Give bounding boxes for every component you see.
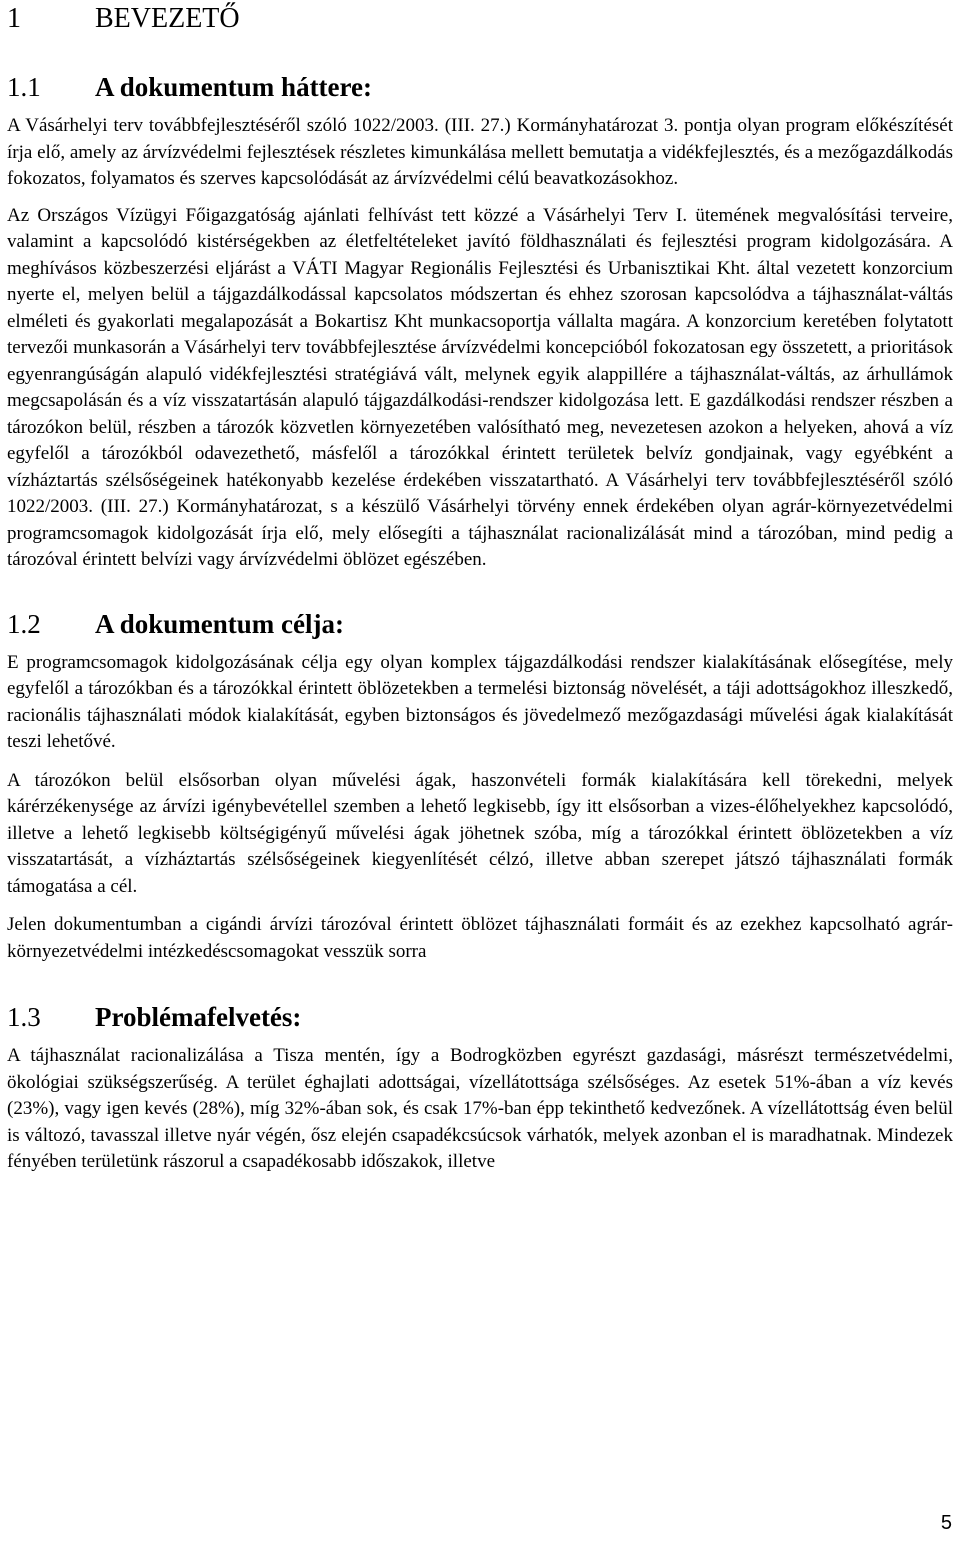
chapter-number: 1 — [7, 3, 21, 34]
paragraph: E programcsomagok kidolgozásának célja egy olyan komplex tájgazdálkodási rendszer kialakításának elősegítése, mely egyfelől a tározókban és a tározókkal érintett öblözetekben a termelési biztonság növelését, a táji adottságokhoz illeszkedő, racionális tájhasználati módok kialakítását, egyben biztonságos és jövedelmező mezőgazdasági művelési ágak kialakítását teszi lehetővé. — [7, 651, 953, 752]
section-heading-1-2 — [7, 608, 953, 640]
section-title: A dokumentum célja: — [95, 608, 344, 639]
paragraph: A tározókon belül elsősorban olyan művelési ágak, haszonvételi formák kialakítására kell törekedni, melyek kárérzékenysége az árvízi igénybevétellel szemben a lehető legkisebb, így itt elsősorban a vizes-élőhelyekhez kapcsolódó, illetve a lehető legkisebb költségigényű művelési ágak jöhetnek szóba, míg a tározókkal érintett öblözetekben a víz visszatartását, a vízháztartás szélsőségeinek kiegyenlítését célzó, illetve abban szerepet játszó tájhasználati formák támogatása a cél. — [7, 769, 953, 897]
section-number: 1.3 — [7, 1002, 41, 1032]
section-title: Problémafelvetés: — [95, 1002, 302, 1032]
section-number: 1.1 — [7, 72, 41, 102]
document-page — [7, 0, 953, 1176]
section-number: 1.2 — [7, 608, 41, 639]
paragraph: Az Országos Vízügyi Főigazgatóság ajánlati felhívást tett közzé a Vásárhelyi Terv I. ütemének megvalósítási terveire, valamint a kapcsolódó kistérségekben az életfeltételeket javító földhasználati és fejlesztési program kidolgozására. A meghívásos közbeszerzési eljárást a VÁTI Magyar Regionális Fejlesztési és Urbanisztikai Kht. által vezetett konzorcium nyerte el, melyen belül a tájgazdálkodással kapcsolatos módszertan és ehhez szorosan kapcsolódva a tájhasználat-váltás elméleti és gyakorlati megalapozását a Bokartisz Kht munkacsoportja vállalta magára. A konzorcium keretében folytatott tervezői munkasorán a Vásárhelyi terv továbbfejlesztése árvízvédelmi koncepcióból fokozatosan egy összetett, a prioritások egyenrangúságán alapuló vidékfejlesztési stratégiává vált, melynek egyik alappillére a tájhasználat-váltás, az árhullámok megcsapolásán és a víz visszatartásán alapuló tájgazdálkodási-rendszer kidolgozása lett. E gazdálkodási rendszer részben a tározókon belül, részben a tározók közvetlen környezetében valósítható meg, nevezetesen azokon a helyeken, ahová a víz egyfelől a tározókból odavezethető, másfelől a tározókkal érintett területek belvíz gondjainak, vagy egyébként a vízháztartás szélsőségeinek hatékonyabb kezelése érdekében visszatartható. A Vásárhelyi terv továbbfejlesztéséről szóló 1022/2003. (III. 27.) Kormányhatározat, s a készülő Vásárhelyi törvény ennek érdekében olyan agrár-környezetvédelmi programcsomagok kidolgozását írja elő, mely elősegíti a tájhasználat racionalizálását mind a tározóban, mind pedig a tározóval érintett belvízi vagy árvízvédelmi öblözet egészében. — [7, 204, 953, 570]
section-heading-1-1 — [7, 71, 953, 103]
paragraph: A tájhasználat racionalizálása a Tisza mentén, így a Bodrogközben egyrészt gazdasági, másrészt természetvédelmi, ökológiai szükségszerűség. A terület éghajlati adottságai, vízellátottsága szélsőséges. Az esetek 51%-ában a víz kevés (23%), vagy igen kevés (28%), míg 32%-ában sok, és csak 17%-ban épp tekinthető kedvezőnek. A vízellátottság éven belül is változó, tavasszal illetve nyár végén, ősz elején csapadékcsúcsok várhatók, melyek azonban el is maradhatnak. Mindezek fényében területünk rászorul a csapadékosabb időszakok, illetve — [7, 1045, 953, 1172]
page-number: 5 — [940, 1512, 952, 1534]
chapter-title: BEVEZETŐ — [95, 3, 240, 34]
paragraph: Jelen dokumentumban a cigándi árvízi tározóval érintett öblözet tájhasználati formáit és az ezekhez kapcsolható agrár-környezetvédelmi intézkedéscsomagokat vesszük sorra — [7, 914, 953, 962]
section-heading-1-3 — [7, 1001, 953, 1033]
chapter-heading — [7, 3, 953, 35]
paragraph: A Vásárhelyi terv továbbfejlesztéséről szóló 1022/2003. (III. 27.) Kormányhatározat 3. pontja olyan program előkészítését írja elő, amely az árvízvédelmi fejlesztések részletes kimunkálása mellett bemutatja a vidékfejlesztés, és a mezőgazdálkodás fokozatos, folyamatos és szerves kapcsolódását az árvízvédelmi célú beavatkozásokhoz. — [7, 115, 953, 189]
section-title: A dokumentum háttere: — [95, 72, 373, 102]
